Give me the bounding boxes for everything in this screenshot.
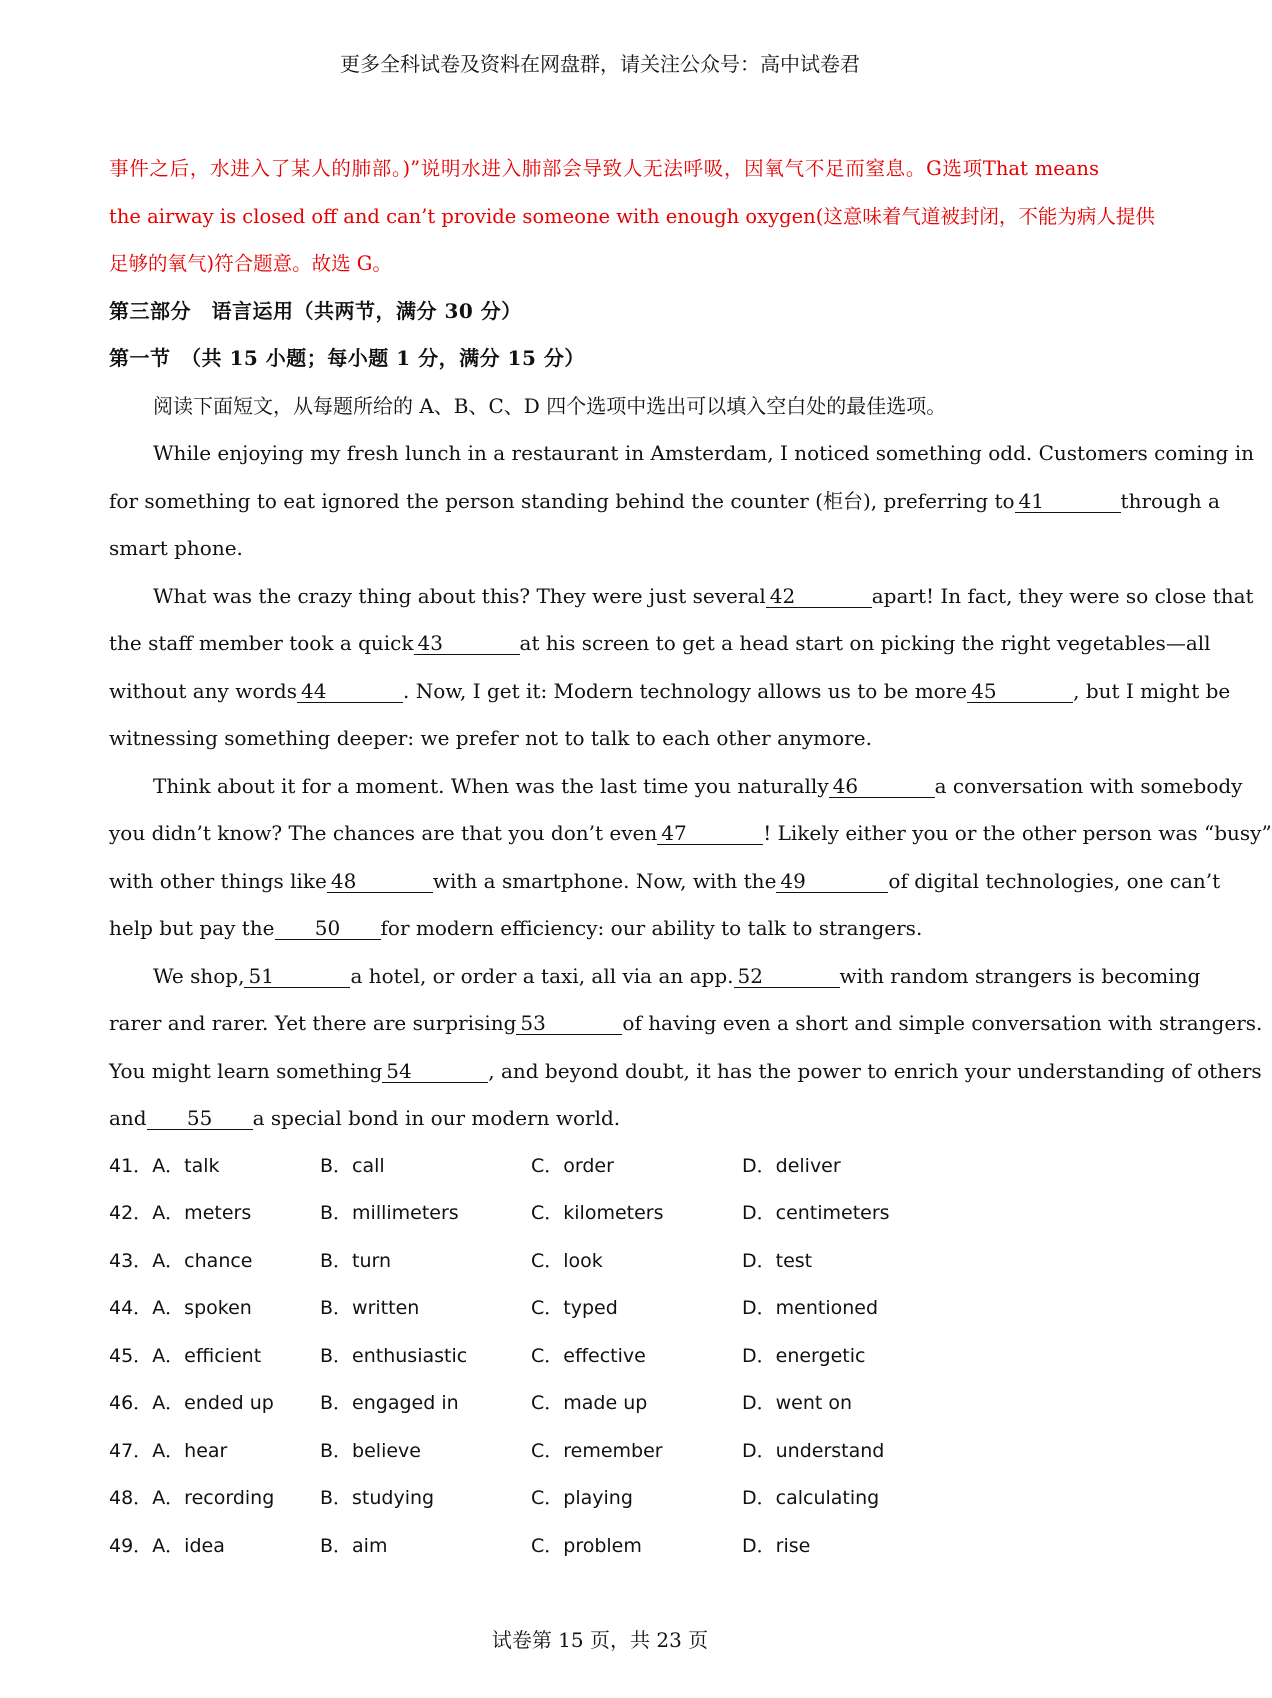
blank-51: 51 bbox=[244, 965, 350, 988]
passage-text: apart! In fact, they were so close that bbox=[871, 583, 1254, 608]
passage-text: You might learn something bbox=[109, 1058, 383, 1083]
passage-line bbox=[109, 858, 1221, 906]
blank-49: 49 bbox=[776, 870, 888, 893]
option-text: A．chance bbox=[152, 1249, 253, 1272]
blank-53: 53 bbox=[516, 1012, 622, 1035]
passage-line bbox=[109, 1048, 1262, 1096]
question-options-list bbox=[109, 1143, 1099, 1571]
question-number: 42． bbox=[109, 1202, 153, 1224]
passage-text: of digital technologies, one can’t bbox=[888, 868, 1221, 893]
passage-text: a conversation with somebody bbox=[934, 773, 1243, 798]
passage-paragraph-1 bbox=[109, 430, 1255, 573]
section-one-title: 第一节 （共 15 小题；每小题 1 分，满分 15 分） bbox=[109, 346, 585, 370]
blank-44: 44 bbox=[297, 680, 403, 703]
option-text: A．recording bbox=[152, 1487, 275, 1509]
question-row bbox=[109, 1333, 1099, 1381]
question-option-c: C．typed bbox=[531, 1297, 618, 1319]
passage-text: ! Likely either you or the other person was “busy” bbox=[763, 821, 1272, 845]
passage-text: help but pay the bbox=[109, 916, 275, 940]
question-number: 48． bbox=[109, 1487, 153, 1509]
question-option-b: B．enthusiastic bbox=[320, 1344, 468, 1367]
question-option-c: C．look bbox=[531, 1249, 603, 1272]
question-number: 46． bbox=[109, 1392, 153, 1414]
question-number: 44． bbox=[109, 1297, 153, 1319]
passage-text: We shop, bbox=[153, 963, 245, 988]
question-option-d: D．energetic bbox=[742, 1344, 866, 1367]
passage-line: While enjoying my fresh lunch in a restaurant in Amsterdam, I noticed something odd. Customers coming in bbox=[153, 441, 1255, 465]
question-option-c: C．problem bbox=[531, 1534, 642, 1557]
question-option-c: C．made up bbox=[531, 1392, 648, 1414]
question-option-d: D．test bbox=[742, 1249, 813, 1272]
blank-48: 48 bbox=[327, 870, 433, 893]
blank-55: 55 bbox=[147, 1107, 253, 1130]
question-option-c: C．order bbox=[531, 1154, 614, 1177]
blank-47: 47 bbox=[657, 822, 763, 845]
passage-paragraph-4 bbox=[109, 953, 1263, 1143]
question-option-a bbox=[109, 1523, 320, 1571]
question-option-b: B．aim bbox=[320, 1534, 388, 1557]
question-option-c: C．kilometers bbox=[531, 1202, 664, 1224]
option-text: A．efficient bbox=[152, 1344, 262, 1367]
blank-50: 50 bbox=[275, 917, 381, 940]
question-option-c: C．effective bbox=[531, 1344, 646, 1367]
question-option-c: C．playing bbox=[531, 1487, 633, 1509]
blank-42: 42 bbox=[766, 585, 872, 608]
blank-41: 41 bbox=[1015, 490, 1121, 513]
passage-line bbox=[109, 953, 1201, 1001]
top-banner: 更多全科试卷及资料在网盘群，请关注公众号：高中试卷君 bbox=[340, 52, 860, 76]
passage-text: with random strangers is becoming bbox=[839, 963, 1201, 988]
question-option-a bbox=[109, 1380, 320, 1428]
passage-line bbox=[109, 810, 1272, 858]
passage-text: through a bbox=[1120, 488, 1220, 513]
blank-43: 43 bbox=[414, 632, 520, 655]
question-option-b: B．engaged in bbox=[320, 1392, 459, 1414]
question-number: 45． bbox=[109, 1344, 153, 1367]
passage-text: for something to eat ignored the person standing behind the counter (柜台), preferring to bbox=[109, 488, 1015, 513]
question-row bbox=[109, 1190, 1099, 1238]
page-footer: 试卷第 15 页，共 23 页 bbox=[491, 1628, 709, 1652]
passage-paragraph-2 bbox=[109, 573, 1254, 763]
explanation-line-3: 足够的氧气)符合题意。故选 G。 bbox=[109, 252, 392, 275]
option-text: A．idea bbox=[152, 1534, 225, 1557]
question-row bbox=[109, 1285, 1099, 1333]
passage-line bbox=[109, 905, 1099, 953]
question-option-a bbox=[109, 1285, 320, 1333]
question-number: 43． bbox=[109, 1249, 153, 1272]
question-option-d: D．mentioned bbox=[742, 1297, 879, 1319]
question-option-b: B．turn bbox=[320, 1249, 392, 1272]
passage-text: Think about it for a moment. When was the last time you naturally bbox=[153, 773, 829, 798]
option-text: A．meters bbox=[152, 1202, 252, 1224]
question-option-d: D．deliver bbox=[742, 1154, 841, 1177]
question-option-b: B．call bbox=[320, 1154, 385, 1177]
passage-text: the staff member took a quick bbox=[109, 631, 414, 655]
passage-line: smart phone. bbox=[109, 536, 243, 560]
question-option-d: D．rise bbox=[742, 1534, 811, 1557]
question-option-a bbox=[109, 1238, 320, 1286]
passage-line bbox=[109, 573, 1254, 621]
question-number: 49． bbox=[109, 1534, 153, 1557]
question-row bbox=[109, 1238, 1099, 1286]
passage-text: you didn’t know? The chances are that you don’t even bbox=[109, 821, 658, 845]
question-option-d: D．understand bbox=[742, 1439, 885, 1462]
question-option-a bbox=[109, 1143, 320, 1191]
passage-line bbox=[109, 763, 1243, 811]
explanation-line-2: the airway is closed off and can’t provide someone with enough oxygen(这意味着气道被封闭，不能为病人提供 bbox=[109, 204, 1155, 228]
passage-text: and bbox=[109, 1106, 147, 1130]
question-option-b: B．written bbox=[320, 1297, 420, 1319]
question-row bbox=[109, 1523, 1099, 1571]
explanation-line-1: 事件之后，水进入了某人的肺部。)”说明水进入肺部会导致人无法呼吸，因氧气不足而窒息。G选项That means bbox=[109, 157, 1099, 180]
passage-text: a hotel, or order a taxi, all via an app. bbox=[350, 963, 734, 988]
question-option-d: D．went on bbox=[742, 1392, 853, 1414]
passage-line bbox=[109, 1000, 1263, 1048]
passage-text: , but I might be bbox=[1073, 678, 1231, 703]
page-content bbox=[109, 145, 1272, 1570]
passage-line bbox=[109, 668, 1231, 716]
blank-46: 46 bbox=[829, 775, 935, 798]
option-text: A．ended up bbox=[152, 1392, 274, 1414]
question-option-a bbox=[109, 1333, 320, 1381]
blank-52: 52 bbox=[734, 965, 840, 988]
question-option-b: B．believe bbox=[320, 1439, 421, 1462]
passage-line bbox=[109, 478, 1220, 526]
passage-text: for modern efficiency: our ability to talk to strangers. bbox=[380, 916, 923, 940]
passage-text: without any words bbox=[109, 678, 297, 703]
question-row bbox=[109, 1475, 1099, 1523]
question-option-d: D．calculating bbox=[742, 1487, 880, 1509]
question-option-b: B．studying bbox=[320, 1487, 435, 1509]
question-row bbox=[109, 1428, 1099, 1476]
blank-45: 45 bbox=[967, 680, 1073, 703]
question-number: 41． bbox=[109, 1154, 153, 1177]
instruction-text: 阅读下面短文，从每题所给的 A、B、C、D 四个选项中选出可以填入空白处的最佳选项。 bbox=[153, 393, 947, 418]
part-three-title: 第三部分 语言运用（共两节，满分 30 分） bbox=[109, 298, 522, 323]
passage-line bbox=[109, 1095, 1099, 1143]
passage-text: What was the crazy thing about this? They were just several bbox=[153, 583, 766, 608]
passage-paragraph-3 bbox=[109, 763, 1272, 953]
question-option-d: D．centimeters bbox=[742, 1202, 890, 1224]
passage-text: with other things like bbox=[109, 868, 327, 893]
option-text: A．hear bbox=[152, 1439, 228, 1462]
question-option-a bbox=[109, 1190, 320, 1238]
option-text: A．talk bbox=[152, 1154, 220, 1177]
question-number: 47． bbox=[109, 1439, 153, 1462]
question-row bbox=[109, 1380, 1099, 1428]
passage-line: witnessing something deeper: we prefer not to talk to each other anymore. bbox=[109, 726, 872, 750]
option-text: A．spoken bbox=[152, 1297, 252, 1319]
passage-text: rarer and rarer. Yet there are surprising bbox=[109, 1011, 517, 1035]
passage-line bbox=[109, 620, 1211, 668]
question-option-a bbox=[109, 1475, 320, 1523]
question-option-c: C．remember bbox=[531, 1439, 663, 1462]
passage-text: a special bond in our modern world. bbox=[252, 1106, 621, 1130]
passage-text: . Now, I get it: Modern technology allows us to be more bbox=[403, 678, 968, 703]
passage-text: , and beyond doubt, it has the power to enrich your understanding of others bbox=[488, 1058, 1262, 1083]
passage-text: at his screen to get a head start on picking the right vegetables—all bbox=[519, 631, 1211, 655]
passage-text: with a smartphone. Now, with the bbox=[432, 868, 777, 893]
question-option-a bbox=[109, 1428, 320, 1476]
question-option-b: B．millimeters bbox=[320, 1202, 459, 1224]
blank-54: 54 bbox=[382, 1060, 488, 1083]
question-row bbox=[109, 1143, 1099, 1191]
passage-text: of having even a short and simple conversation with strangers. bbox=[622, 1011, 1263, 1035]
